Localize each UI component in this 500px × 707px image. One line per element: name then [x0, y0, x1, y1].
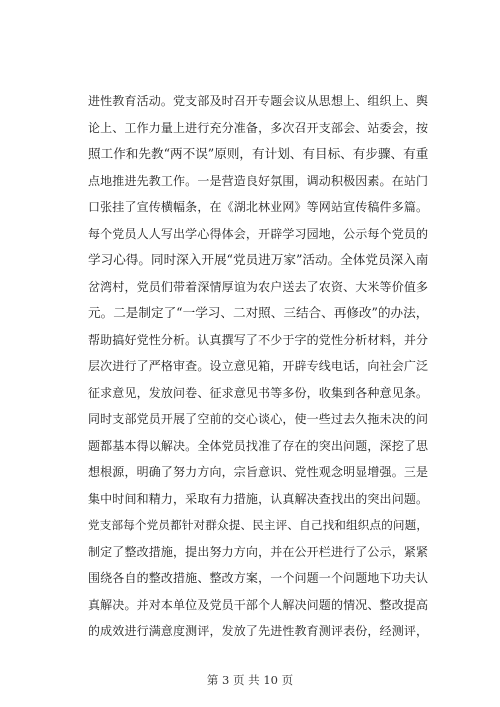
text-line: 制定了整改措施，提出努力方向，并在公开栏进行了公示，紧紧 — [88, 544, 428, 559]
text-line: 层次进行了严格审查。设立意见箱，开辟专线电话，向社会广泛 — [88, 359, 428, 373]
text-line: 口张挂了宣传横幅条，在《湖北林业网》等网站宣传稿件多篇。 — [88, 200, 428, 214]
text-line: 岔湾村，党员们带着深情厚谊为农户送去了农资、大米等价值多 — [88, 279, 428, 294]
text-line: 题都基本得以解决。全体党员找准了存在的突出问题，深挖了思 — [88, 438, 428, 453]
document-body — [88, 88, 428, 645]
text-line: 集中时间和精力，采取有力措施，认真解决查找出的突出问题。 — [88, 491, 428, 506]
text-line: 的成效进行满意度测评，发放了先进性教育测评表份，经测评， — [88, 624, 428, 638]
text-line: 围绕各自的整改措施、整改方案，一个问题一个问题地下功夫认 — [88, 571, 428, 585]
text-line: 元。二是制定了“一学习、二对照、三结合、再修改”的办法， — [88, 305, 429, 320]
text-line: 每个党员人人写出学心得体会，开辟学习园地，公示每个党员的 — [88, 226, 428, 241]
text-line: 学习心得。同时深入开展“党员进万家”活动。全体党员深入南 — [88, 252, 429, 267]
text-line: 同时支部党员开展了空前的交心谈心，使一些过去久拖未决的问 — [88, 412, 428, 426]
text-line: 照工作和先教“两不误”原则，有计划、有目标、有步骤、有重 — [88, 146, 429, 161]
text-line: 帮助搞好党性分析。认真撰写了不少于字的党性分析材料，并分 — [88, 332, 428, 347]
text-line: 真解决。并对本单位及党员干部个人解决问题的情况、整改提高 — [88, 597, 428, 612]
text-line: 想根源，明确了努力方向，宗旨意识、党性观念明显增强。三是 — [88, 465, 428, 479]
text-line: 党支部每个党员都针对群众提、民主评、自己找和组织点的问题， — [88, 518, 428, 532]
text-line: 论上、工作力量上进行充分准备，多次召开支部会、站委会，按 — [88, 120, 428, 135]
text-line: 点地推进先教工作。一是营造良好氛围，调动积极因素。在站门 — [88, 173, 428, 188]
text-line: 征求意见，发放问卷、征求意见书等多份，收集到各种意见条。 — [88, 385, 428, 400]
page-number-footer: 第 3 页 共 10 页 — [206, 673, 294, 687]
text-line: 进性教育活动。党支部及时召开专题会议从思想上、组织上、舆 — [88, 94, 428, 108]
